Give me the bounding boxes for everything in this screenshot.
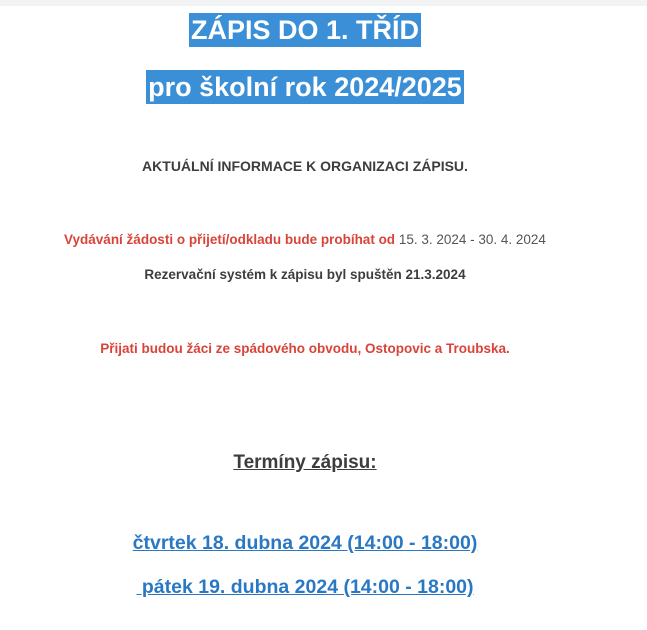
issuing-dates: 15. 3. 2024 - 30. 4. 2024 — [398, 232, 546, 247]
top-bar — [0, 0, 647, 6]
accepted-info: Přijati budou žáci ze spádového obvodu, Ostopovic a Troubska. — [100, 341, 510, 356]
issuing-label: Vydávání žádosti o přijetí/odkladu bude probíhat od — [64, 232, 396, 247]
page-title-line1: ZÁPIS DO 1. TŘÍD — [190, 15, 420, 45]
reservation-info: Rezervační systém k zápisu byl spuštěn 21.3.2024 — [144, 267, 466, 282]
info-subheading: AKTUÁLNÍ INFORMACE K ORGANIZACI ZÁPISU. — [142, 158, 468, 174]
terms-heading: Termíny zápisu: — [233, 452, 377, 473]
page-title-line1-wrapper — [0, 13, 610, 47]
term-link-friday[interactable]: pátek 19. dubna 2024 (14:00 - 18:00) — [136, 576, 474, 598]
term-item-1-wrapper — [0, 532, 610, 555]
page-title-line2-wrapper — [0, 70, 610, 104]
page-title-line2: pro školní rok 2024/2025 — [148, 72, 462, 102]
term-item-2-wrapper — [0, 576, 610, 599]
term-link-thursday[interactable]: čtvrtek 18. dubna 2024 (14:00 - 18:00) — [132, 532, 478, 554]
issuing-info — [0, 232, 610, 247]
